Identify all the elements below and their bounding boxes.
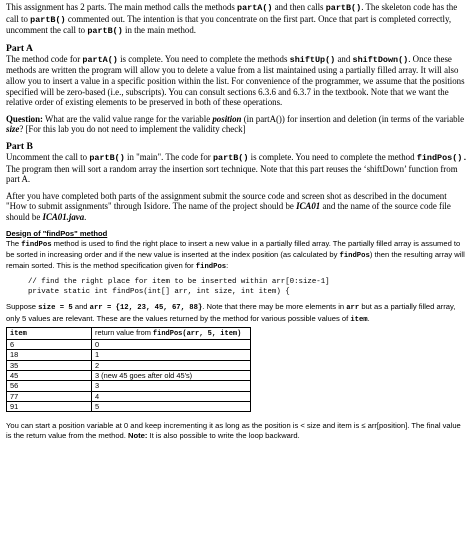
part-a-paragraph bbox=[6, 54, 468, 108]
table-row bbox=[7, 340, 251, 350]
footer-text: It is also possible to write the loop backward. bbox=[147, 431, 300, 441]
intro-text: and then calls bbox=[272, 2, 326, 12]
project-name: ICA01 bbox=[296, 201, 321, 212]
design-text: method is used to find the right place to insert a new value in a partially filled array. The partially filled array is assumed to be sorted in increasing order and if the new value is inserted at the index position (as calculated by bbox=[6, 238, 461, 259]
table-header-row bbox=[7, 327, 251, 339]
intro-text: in the main method. bbox=[122, 25, 197, 36]
item-cell: 77 bbox=[7, 391, 92, 401]
code-partB: partB() bbox=[325, 3, 362, 13]
intro-paragraph bbox=[6, 2, 468, 37]
part-a-text: is complete. You need to complete the methods bbox=[117, 53, 290, 64]
part-b-text: The program then will sort a random array the insertion sort technique. Note that this part reuses the ‘shiftDown’ function from part A. bbox=[6, 163, 458, 185]
code-findPos-call: findPos(arr, 5, item) bbox=[152, 329, 242, 338]
footer-text: You can start a position variable at 0 and keep incrementing it as long as the position is < size and item is ≤ arr[position]. The final value is the return value from the method. bbox=[6, 421, 461, 441]
part-b-text: is complete. You need to complete the method bbox=[248, 151, 417, 162]
code-size: size = 5 bbox=[38, 304, 73, 313]
question-text: ? [For this lab you do not need to implement the validity check] bbox=[19, 124, 246, 135]
table-row bbox=[7, 381, 251, 391]
design-text: ) then the resulting array will remain sorted. This is the method specification given for bbox=[6, 249, 465, 271]
return-value-cell: 1 bbox=[92, 350, 251, 360]
header-text: return value from bbox=[95, 327, 153, 337]
item-cell: 18 bbox=[7, 350, 92, 360]
table-row bbox=[7, 360, 251, 370]
design-text: The bbox=[6, 238, 22, 248]
code-item: item bbox=[350, 315, 368, 324]
return-value-cell: 4 bbox=[92, 391, 251, 401]
code-partB: partB() bbox=[212, 152, 249, 163]
intro-text: . The skeleton code has the call to bbox=[6, 2, 458, 24]
submit-text: After you have completed both parts of the assignment submit the source code and screen shot as described in the document "How to submit assignments" through Isidore. The name of the project should be bbox=[6, 190, 447, 212]
assignment-document bbox=[6, 2, 468, 442]
part-b-paragraph bbox=[6, 152, 468, 185]
code-arr: arr bbox=[346, 304, 360, 313]
suppose-paragraph bbox=[6, 302, 468, 324]
table-row bbox=[7, 350, 251, 360]
part-b-text: Uncomment the call to bbox=[6, 151, 90, 162]
code-comment-line: // find the right place for item to be inserted within arr[0:size-1] bbox=[28, 278, 330, 287]
part-b-text: in "main". The code for bbox=[124, 151, 213, 162]
code-partB: partB() bbox=[87, 26, 123, 37]
return-value-cell: 0 bbox=[92, 340, 251, 350]
return-value-cell: 2 bbox=[92, 360, 251, 370]
question-label: Question: bbox=[6, 113, 43, 124]
intro-text: This assignment has 2 parts. The main method calls the methods bbox=[6, 2, 238, 12]
table-row bbox=[7, 370, 251, 380]
item-cell: 91 bbox=[7, 401, 92, 411]
code-signature-line: private static int findPos(int[] arr, int size, int item) { bbox=[28, 288, 290, 297]
design-paragraph bbox=[6, 239, 468, 273]
return-value-cell: 5 bbox=[92, 401, 251, 411]
item-cell: 35 bbox=[7, 360, 92, 370]
submit-text: and the name of the source code file should be bbox=[6, 201, 451, 222]
return-value-cell: 3 (new 45 goes after old 45's) bbox=[92, 370, 251, 380]
findpos-examples-table bbox=[6, 327, 251, 412]
suppose-text: Suppose bbox=[6, 302, 39, 312]
intro-text: commented out. The intention is that you concentrate on the first part. Once that part is completed correctly, uncomment the call to bbox=[6, 13, 452, 36]
part-a-text: . Once these methods are written the program will allow you to delete a value from a list maintained using a partially filled array. It will also allow you to insert a value in a specific position within the list. For convenience of the programmer, we assume that the positions specified will be zero-based (i.e., subscripts). You can consult sections 6.3.6 and 6.3.7 in the textbook. Note that we want the relative order of existing elements to be preserved in both of these operations. bbox=[6, 53, 465, 108]
suppose-text: . Note that there may be more elements in bbox=[202, 302, 347, 312]
part-a-text: and bbox=[335, 53, 353, 64]
design-section bbox=[6, 229, 468, 442]
design-text: : bbox=[226, 261, 229, 271]
code-partA: partA() bbox=[237, 3, 273, 13]
submit-text: . bbox=[84, 211, 87, 222]
question-text: What are the valid value range for the variable bbox=[42, 113, 213, 124]
code-partB: partB() bbox=[30, 14, 66, 25]
item-cell: 45 bbox=[7, 370, 92, 380]
code-partA: partA() bbox=[82, 54, 118, 65]
return-value-cell: 3 bbox=[92, 381, 251, 391]
suppose-text: but as a partially filled array, only 5 values are relevant. These are the values returned by the method for various possible values of bbox=[6, 302, 456, 323]
code-item: item bbox=[10, 329, 27, 338]
suppose-text: and bbox=[72, 302, 90, 312]
question-paragraph bbox=[6, 114, 468, 135]
table-row bbox=[7, 401, 251, 411]
code-findPos: findPos(). bbox=[416, 152, 468, 163]
code-shiftUp: shiftUp() bbox=[289, 54, 336, 65]
code-findPos: findPos bbox=[195, 263, 227, 272]
column-header-return bbox=[92, 327, 251, 339]
part-a-heading: Part A bbox=[6, 42, 33, 54]
item-cell: 56 bbox=[7, 381, 92, 391]
code-partB: partB() bbox=[89, 152, 125, 163]
item-cell: 6 bbox=[7, 340, 92, 350]
suppose-text: . bbox=[367, 313, 370, 323]
question-text: (in partA()) for insertion and deletion (in terms of the variable bbox=[241, 113, 465, 124]
code-findPos: findPos bbox=[21, 240, 52, 249]
code-arr: arr = {12, 23, 45, 67, 88} bbox=[89, 304, 203, 313]
size-variable: size bbox=[6, 124, 20, 135]
design-heading: Design of "findPos" method bbox=[6, 228, 108, 238]
note-label: Note: bbox=[127, 431, 148, 441]
code-findPos: findPos bbox=[339, 251, 370, 260]
method-spec-code bbox=[28, 277, 468, 297]
footer-paragraph bbox=[6, 421, 468, 441]
code-shiftDown: shiftDown() bbox=[352, 54, 409, 65]
source-file-name: ICA01.java bbox=[42, 211, 85, 222]
part-b-heading: Part B bbox=[6, 140, 33, 152]
column-header-item bbox=[7, 327, 92, 339]
part-a-text: The method code for bbox=[6, 53, 83, 64]
table-row bbox=[7, 391, 251, 401]
submit-paragraph bbox=[6, 191, 468, 223]
position-variable: position bbox=[212, 113, 242, 124]
